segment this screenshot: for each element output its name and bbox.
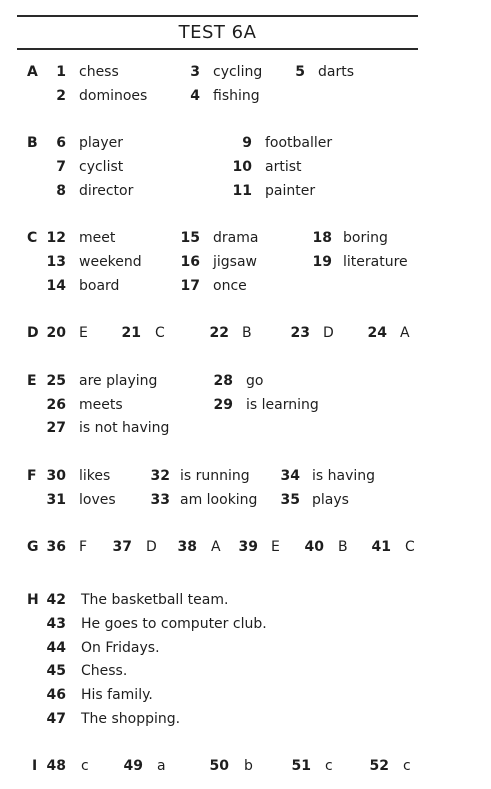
- section-d-row-1: [0, 323, 491, 343]
- section-e-row-3: [0, 418, 491, 438]
- question-number: 40: [304, 539, 324, 555]
- section-e-row-2: [0, 395, 491, 415]
- answer-text: c: [325, 758, 333, 774]
- section-c-row-3: [0, 276, 491, 296]
- question-number: 3: [190, 64, 200, 80]
- answer-text: His family.: [81, 687, 153, 703]
- answer-text: The shopping.: [81, 711, 181, 727]
- question-number: 15: [180, 230, 200, 246]
- answer-text: A: [400, 325, 410, 341]
- question-number: 29: [213, 397, 233, 413]
- section-label: E: [27, 373, 37, 389]
- question-number: 5: [295, 64, 305, 80]
- answer-text: is learning: [246, 397, 319, 413]
- section-label: I: [32, 758, 38, 774]
- answer-text: He goes to computer club.: [81, 616, 267, 632]
- question-number: 24: [367, 325, 387, 341]
- section-f-row-1: [0, 466, 491, 486]
- section-b-row-3: [0, 181, 491, 201]
- section-f-row-2: [0, 490, 491, 510]
- question-number: 18: [312, 230, 332, 246]
- section-label: F: [27, 468, 37, 484]
- question-number: 38: [177, 539, 197, 555]
- question-number: 8: [56, 183, 66, 199]
- question-number: 12: [46, 230, 66, 246]
- answer-text: weekend: [79, 254, 142, 270]
- answer-text: c: [403, 758, 411, 774]
- answer-text: meet: [79, 230, 116, 246]
- question-number: 7: [56, 159, 66, 175]
- question-number: 41: [371, 539, 391, 555]
- question-number: 32: [150, 468, 170, 484]
- question-number: 44: [46, 640, 66, 656]
- answer-text: boring: [343, 230, 388, 246]
- section-label: G: [27, 539, 39, 555]
- section-e-row-1: [0, 371, 491, 391]
- section-h-row-6: [0, 709, 491, 729]
- answer-text: is not having: [79, 420, 170, 436]
- answer-text: dominoes: [79, 88, 148, 104]
- answer-text: director: [79, 183, 134, 199]
- section-i-row-1: [0, 756, 491, 776]
- section-label: A: [27, 64, 38, 80]
- answer-text: cyclist: [79, 159, 124, 175]
- question-number: 52: [369, 758, 389, 774]
- question-number: 50: [209, 758, 229, 774]
- answer-text: chess: [79, 64, 119, 80]
- answer-text: The basketball team.: [81, 592, 229, 608]
- page-title: TEST 6A: [178, 22, 257, 43]
- answer-text: is running: [180, 468, 250, 484]
- question-number: 49: [123, 758, 143, 774]
- question-number: 46: [46, 687, 66, 703]
- section-h-row-3: [0, 638, 491, 658]
- answer-text: artist: [265, 159, 302, 175]
- question-number: 16: [180, 254, 200, 270]
- question-number: 47: [46, 711, 66, 727]
- answer-text: D: [323, 325, 334, 341]
- section-h-row-5: [0, 685, 491, 705]
- section-label: D: [27, 325, 39, 341]
- section-g-row-1: [0, 537, 491, 557]
- section-a-row-1: [0, 62, 491, 82]
- answer-text: likes: [79, 468, 111, 484]
- answer-text: footballer: [265, 135, 333, 151]
- answer-text: literature: [343, 254, 408, 270]
- answer-text: once: [213, 278, 247, 294]
- question-number: 36: [46, 539, 66, 555]
- answer-text: E: [271, 539, 280, 555]
- question-number: 37: [112, 539, 132, 555]
- question-number: 21: [121, 325, 141, 341]
- answer-text: On Fridays.: [81, 640, 160, 656]
- question-number: 14: [46, 278, 66, 294]
- question-number: 10: [232, 159, 252, 175]
- answer-text: C: [405, 539, 415, 555]
- section-b-row-2: [0, 157, 491, 177]
- answer-text: c: [81, 758, 89, 774]
- answer-text: B: [242, 325, 252, 341]
- question-number: 35: [280, 492, 300, 508]
- answer-text: plays: [312, 492, 349, 508]
- section-h-row-2: [0, 614, 491, 634]
- question-number: 33: [150, 492, 170, 508]
- answer-text: A: [211, 539, 221, 555]
- question-number: 39: [238, 539, 258, 555]
- answer-text: jigsaw: [213, 254, 257, 270]
- answer-text: meets: [79, 397, 123, 413]
- answer-text: a: [157, 758, 166, 774]
- question-number: 26: [46, 397, 66, 413]
- question-number: 23: [290, 325, 310, 341]
- question-number: 31: [46, 492, 66, 508]
- answer-text: loves: [79, 492, 116, 508]
- answer-text: go: [246, 373, 264, 389]
- section-a-row-2: [0, 86, 491, 106]
- question-number: 42: [46, 592, 66, 608]
- question-number: 6: [56, 135, 66, 151]
- question-number: 9: [242, 135, 252, 151]
- question-number: 30: [46, 468, 66, 484]
- question-number: 11: [232, 183, 252, 199]
- question-number: 25: [46, 373, 66, 389]
- answer-text: fishing: [213, 88, 260, 104]
- answer-text: is having: [312, 468, 376, 484]
- answer-text: am looking: [180, 492, 258, 508]
- section-b-row-1: [0, 133, 491, 153]
- question-number: 13: [46, 254, 66, 270]
- answer-text: cycling: [213, 64, 263, 80]
- question-number: 51: [291, 758, 311, 774]
- question-number: 17: [180, 278, 200, 294]
- section-label: H: [27, 592, 39, 608]
- section-label: B: [27, 135, 38, 151]
- question-number: 45: [46, 663, 66, 679]
- answer-text: player: [79, 135, 124, 151]
- answer-text: are playing: [79, 373, 158, 389]
- answer-text: painter: [265, 183, 316, 199]
- answer-text: E: [79, 325, 88, 341]
- answer-text: B: [338, 539, 348, 555]
- section-h-row-4: [0, 661, 491, 681]
- answer-text: Chess.: [81, 663, 128, 679]
- section-c-row-2: [0, 252, 491, 272]
- question-number: 22: [209, 325, 229, 341]
- answer-text: drama: [213, 230, 259, 246]
- answer-text: b: [244, 758, 253, 774]
- question-number: 20: [46, 325, 66, 341]
- answer-text: D: [146, 539, 157, 555]
- question-number: 48: [46, 758, 66, 774]
- question-number: 27: [46, 420, 66, 436]
- question-number: 2: [56, 88, 66, 104]
- question-number: 1: [56, 64, 66, 80]
- question-number: 19: [312, 254, 332, 270]
- answer-text: darts: [318, 64, 355, 80]
- question-number: 43: [46, 616, 66, 632]
- section-label: C: [27, 230, 38, 246]
- answer-text: board: [79, 278, 120, 294]
- top-rule: [17, 15, 418, 17]
- question-number: 28: [213, 373, 233, 389]
- question-number: 34: [280, 468, 300, 484]
- section-h-row-1: [0, 590, 491, 610]
- answer-text: F: [79, 539, 88, 555]
- section-c-row-1: [0, 228, 491, 248]
- answer-text: C: [155, 325, 165, 341]
- title-underline: [17, 48, 418, 50]
- question-number: 4: [190, 88, 200, 104]
